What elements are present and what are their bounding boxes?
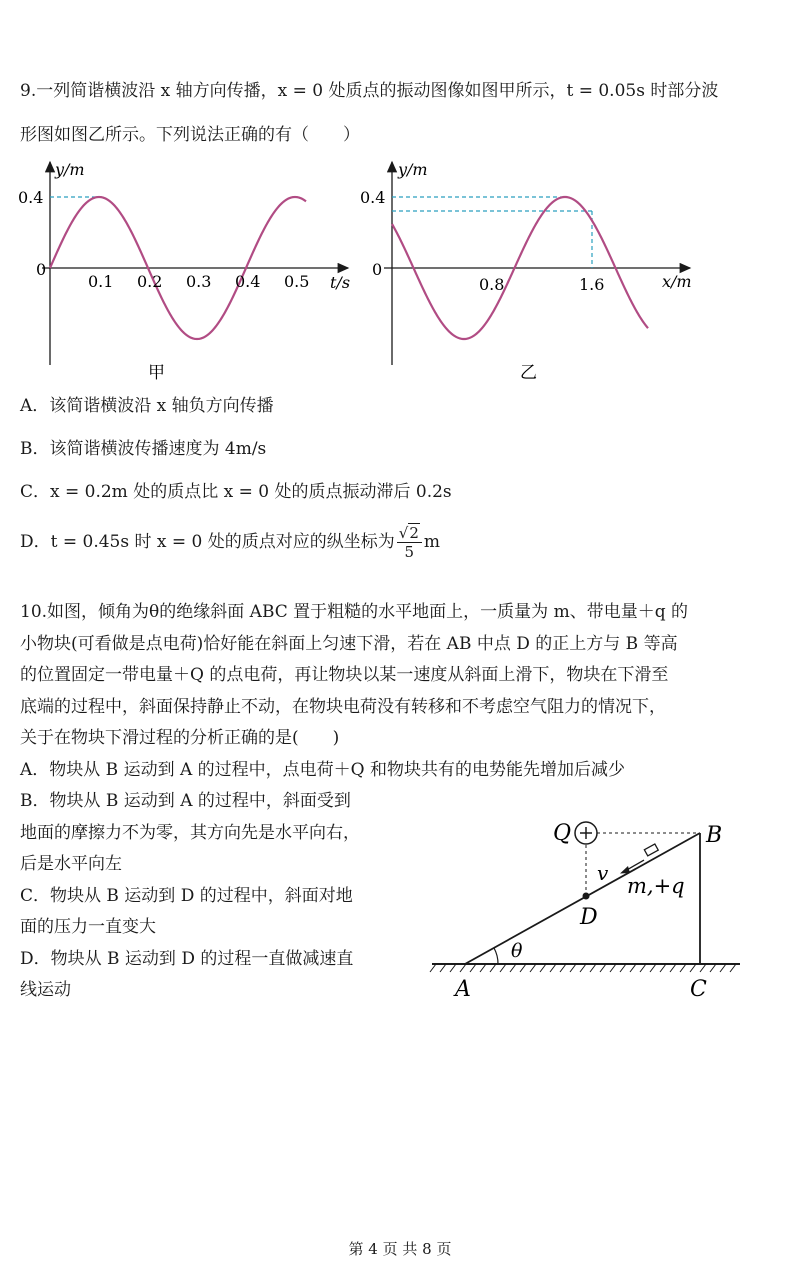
q9-option-d-text: D．t = 0.45s 时 x = 0 处的质点对应的纵坐标为: [20, 532, 395, 552]
q9-stem-line1: 9.一列简谐横波沿 x 轴方向传播，x = 0 处质点的振动图像如图甲所示，t = 0.05s 时部分波: [20, 81, 719, 101]
q10-option-c-line2: 面的压力一直变大: [20, 917, 156, 937]
q10-stem-line3: 的位置固定一带电量＋Q 的点电荷，再让物块以某一速度从斜面上滑下，物块在下滑至: [20, 665, 669, 685]
jia-amp-label: 0.4: [18, 188, 44, 207]
yi-y-label: y/m: [398, 160, 428, 179]
yi-caption: 乙: [520, 363, 537, 383]
jia-caption: 甲: [148, 363, 165, 383]
incline-diagram: [420, 810, 760, 1010]
q10-option-b-line3: 后是水平向左: [20, 854, 122, 874]
jia-tick-3: 0.3: [186, 272, 212, 291]
label-v: v: [597, 861, 609, 885]
q9-option-d-fraction: $\frac{√2}{5}$: [397, 524, 422, 561]
yi-amp-label: 0.4: [360, 188, 386, 207]
q10-stem-line2: 小物块(可看做是点电荷)恰好能在斜面上匀速下滑，若在 AB 中点 D 的正上方与 B 等高: [20, 633, 678, 654]
label-q: Q: [553, 821, 572, 846]
q9-option-c: C．x = 0.2m 处的质点比 x = 0 处的质点振动滞后 0.2s: [20, 482, 452, 502]
jia-origin-label: 0: [36, 260, 47, 279]
jia-tick-4: 0.4: [235, 272, 261, 291]
yi-tick-1: 0.8: [479, 275, 505, 294]
point-d: [583, 893, 590, 900]
label-theta: θ: [511, 940, 523, 962]
jia-tick-5: 0.5: [284, 272, 310, 291]
label-b: B: [706, 823, 723, 848]
q10-option-c-line1: C．物块从 B 运动到 D 的过程中，斜面对地: [20, 885, 353, 906]
q10-option-b-line2: 地面的摩擦力不为零，其方向先是水平向右，: [20, 822, 360, 843]
q9-option-d-unit: m: [423, 532, 440, 552]
q9-option-d-denominator: 5: [404, 543, 415, 561]
ground-hatching: [430, 964, 736, 972]
q10-stem-line5: 关于在物块下滑过程的分析正确的是( ): [20, 728, 340, 748]
yi-x-label: x/m: [662, 272, 692, 291]
jia-x-label: t/s: [330, 273, 351, 292]
q10-option-d-line1: D．物块从 B 运动到 D 的过程一直做减速直: [20, 948, 354, 969]
yi-origin-label: 0: [372, 260, 383, 279]
page-footer: 第 4 页 共 8 页: [348, 1240, 452, 1258]
label-d: D: [580, 905, 598, 930]
q9-option-a: A．该简谐横波沿 x 轴负方向传播: [20, 396, 274, 416]
label-a: A: [455, 977, 471, 1002]
q9-option-d: [20, 522, 440, 562]
q10-option-a: A．物块从 B 运动到 A 的过程中，点电荷＋Q 和物块共有的电势能先增加后减少: [20, 759, 626, 780]
graph-yi: [350, 150, 710, 385]
q9-option-d-numerator: 2: [409, 524, 419, 542]
graph-jia: [0, 150, 370, 385]
incline-ab: [465, 833, 700, 964]
yi-tick-2: 1.6: [579, 275, 605, 294]
q10-stem-line1: 10.如图，倾角为θ的绝缘斜面 ABC 置于粗糙的水平地面上，一质量为 m、带电量＋q 的: [20, 602, 688, 622]
q10-option-d-line2: 线运动: [20, 980, 71, 1000]
q9-option-b: B．该简谐横波传播速度为 4m/s: [20, 439, 267, 459]
angle-arc: [494, 948, 498, 964]
jia-y-label: y/m: [55, 160, 85, 179]
jia-tick-2: 0.2: [137, 272, 163, 291]
label-c: C: [690, 977, 707, 1002]
q9-stem-line2: 形图如图乙所示。下列说法正确的有（ ）: [20, 125, 360, 145]
label-mq: m,+q: [627, 874, 685, 898]
small-block: [644, 844, 658, 856]
jia-tick-1: 0.1: [88, 272, 114, 291]
q10-option-b-line1: B．物块从 B 运动到 A 的过程中，斜面受到: [20, 791, 351, 811]
velocity-arrow-head: [620, 866, 630, 874]
q10-stem-line4: 底端的过程中，斜面保持静止不动，在物块电荷没有转移和不考虑空气阻力的情况下，: [20, 696, 666, 717]
